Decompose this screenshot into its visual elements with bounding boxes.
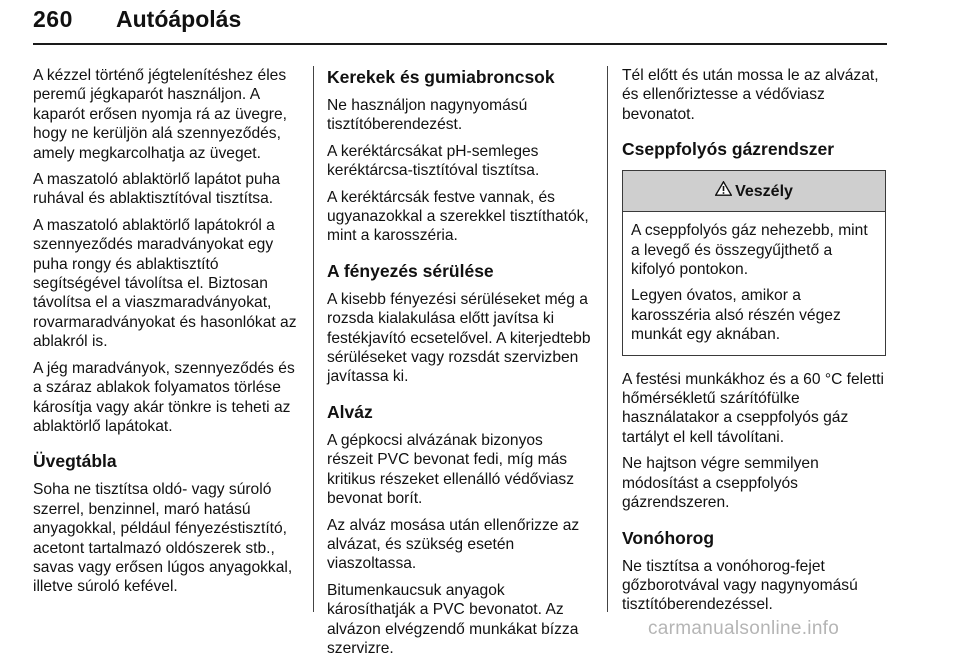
paragraph-paint-damage: A kisebb fényezési sérüléseket még a rozsda kialakulása előtt javítsa ki festékjavító ecsetelővel. A kiterjedtebb sérüléseket vagy rozsdát szervizben javítassa ki. — [327, 290, 591, 386]
paragraph-rim-painted: A keréktárcsák festve vannak, és ugyanazokkal a szerekkel tisztíthatók, mint a karosszéria. — [327, 188, 589, 245]
paragraph-no-high-pressure: Ne használjon nagynyomású tisztítóberendezést. — [327, 97, 528, 134]
column-2 — [327, 66, 593, 665]
paragraph-no-modification: Ne hajtson végre semmilyen módosítást a cseppfolyós gázrendszeren. — [622, 455, 819, 512]
danger-box-header — [623, 171, 885, 212]
paragraph-wiper-residue: A maszatoló ablaktörlő lapátokról a szennyeződés maradványokat egy puha rongy és ablaktisztító segítségével távolítsa el. Biztosan távolítsa el a viaszmaradványokat, rovarmaradványokat és hasonlókat az ablakról is. — [33, 216, 297, 351]
watermark: carmanualsonline.info — [648, 618, 840, 639]
heading-kerekek: Kerekek és gumiabroncsok — [327, 67, 555, 87]
page-header — [33, 2, 887, 48]
paragraph-underbody-wash: Az alváz mosása után ellenőrizze az alvázat, és szükség esetén viaszoltassa. — [327, 516, 580, 573]
heading-uvegtabla: Üvegtábla — [33, 451, 117, 472]
paragraph-wiper-cloth: A maszatoló ablaktörlő lapátot puha ruhával és ablaktisztítóval tisztítsa. — [33, 171, 281, 208]
heading-vonohorog: Vonóhorog — [622, 527, 715, 548]
column-3 — [622, 66, 890, 622]
paragraph-bitumen: Bitumenkaucsuk anyagok károsíthatják a PVC bevonatot. Az alvázon elvégzendő munkákat bízza szervizre. — [327, 581, 579, 657]
header-divider — [33, 43, 887, 45]
column-1 — [33, 66, 301, 604]
danger-box-title: Veszély — [735, 182, 793, 200]
paragraph-underbody-coating: A gépkocsi alvázának bizonyos részeit PVC bevonat fedi, míg más kritikus részeket ellenálló védőviasz bevonat borít. — [327, 431, 575, 508]
paragraph-paint-booth: A festési munkákhoz és a 60 °C feletti hőmérsékletű szárítófülke használatakor a cseppfolyós gáz tartályt el kell távolítani. — [622, 370, 884, 446]
page-number: 260 — [33, 6, 73, 32]
page-title: Autóápolás — [116, 6, 242, 32]
warning-triangle-icon — [715, 181, 732, 201]
heading-fenyezes: A fényezés sérülése — [327, 260, 494, 281]
column-divider-2 — [607, 66, 608, 612]
heading-cseppfolyos: Cseppfolyós gázrendszer — [622, 139, 834, 160]
paragraph-wiper-damage: A jég maradványok, szennyeződés és a száraz ablakok folyamatos törlése károsítja vagy akár tönkre is teheti az ablaktörlő lapátokat. — [33, 359, 295, 435]
danger-box-body — [623, 212, 885, 354]
paragraph-ice-scraper: A kézzel történő jégtelenítéshez éles peremű jégkaparót használjon. A kaparót erősen nyomja rá az üvegre, hogy ne kerüljön alá szennyeződés, amely megkarcolhatja az üveget. — [33, 67, 287, 162]
paragraph-winter-wash: Tél előtt és után mossa le az alvázat, és ellenőriztesse a védőviasz bevonatot. — [622, 67, 879, 123]
danger-paragraph-2: Legyen óvatos, amikor a karosszéria alsó részén végez munkát egy aknában. — [631, 287, 841, 344]
heading-alvaz: Alváz — [327, 401, 373, 422]
paragraph-glass-cleaning: Soha ne tisztítsa oldó- vagy súroló szerrel, benzinnel, maró hatású anyagokkal, például fényezéstisztító, acetont tartalmazó oldószerek stb., savas vagy erősen lúgos anyagokkal, illetve súroló kefével. — [33, 481, 293, 596]
danger-paragraph-1: A cseppfolyós gáz nehezebb, mint a levegő és összegyűjthető a kifolyó pontokon. — [631, 222, 868, 279]
danger-box — [622, 170, 886, 355]
paragraph-rim-cleaner: A keréktárcsákat pH-semleges keréktárcsa-tisztítóval tisztítsa. — [327, 142, 540, 180]
paragraph-towbar: Ne tisztítsa a vonóhorog-fejet gőzborotvával vagy nagynyomású tisztítóberendezéssel. — [622, 557, 858, 614]
column-divider-1 — [313, 66, 314, 612]
